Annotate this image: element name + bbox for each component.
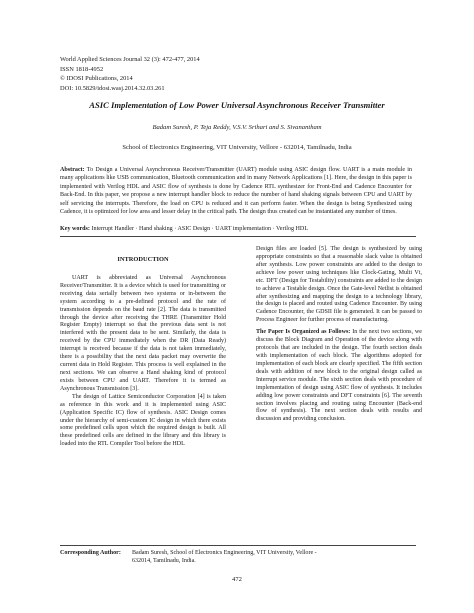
issn: ISSN 1818-4952 [60,65,104,73]
affiliation: School of Electronics Engineering, VIT University, Vellore - 632014, Tamilnadu, India [122,144,352,151]
section-divider [60,236,416,237]
keywords-label: Key words: [60,226,90,232]
page-number: 472 [232,576,242,583]
authors: Badam Suresh, P. Teja Reddy, V.S.V. Srihari and S. Sivanantham [152,124,322,131]
corresponding-author-text: Badam Suresh, School of Electronics Engineering, VIT University, Vellore - 632014, Tamilnadu, India. [132,550,317,564]
keywords [60,226,420,232]
corresponding-author-label: Corresponding Author: [60,550,121,556]
abstract-text: To Design a Universal Asynchronous Receiver/Transmitter (UART) module using ASIC design flow. UART is a main module in many applications like USB communication, Bluetooth communication and in many Network Applications [1]. Here, the design in this paper is implemented with Verilog HDL and ASIC flow of synthesis is done by Cadence RTL synthesizer for Front-End and Cadence Encounter for Back-End. In this paper, we propose a new interrupt handler block to reduce the number of hand shaking signals between CPU and UART by self servicing the interrupts. Therefore, the load on CPU is reduced and it can perform faster. When the design is being Synthesized using Cadence, it is optimized for low area and lesser delay in the critical path. The design thus created can be instantiated any number of times. [60,167,412,216]
doi: DOI: 10.5829/idosi.wasj.2014.32.03.261 [60,84,165,92]
paper-title: ASIC Implementation of Low Power Universal Asynchronous Receiver Transmitter [89,100,385,110]
intro-paragraph-1: UART is abbreviated as Universal Asynchronous Receiver/Transmitter. It is a device which is used for transmitting or receiving data serially between two systems or in-between the system according to a pre-defined protocol and the rate of transmission depends on the baud rate [2]. The data is transmitted through the device after receiving the THRE (Transmitter Hold Register Empty) interrupt so that the previous data sent is not interfered with the present data to be sent. Similarly, the data is received by the CPU immediately when the DR (Data Ready) interrupt is received because if the data is not taken immediately, there is a possibility that the next data packet may overwrite the current data in Hold Register. This process is well explained in the next sections. We can observe a Hand shaking kind of protocol exists between CPU and UART. Therefore it is termed as Asynchronous Transmission [3]. [60,274,226,392]
copyright: © IDOSI Publications, 2014 [60,75,133,83]
intro-paragraph-3: Design files are loaded [5]. The design is synthesized by using appropriate constraints so that a reasonable slack value is obtained after synthesis. Low power constraints are added to the design to achieve low power using techniques like Clock-Gating, Multi Vt, etc. DFT (Design for Testability) constraints are added to the design to achieve a Testable design. Once the Gate-level Netlist is obtained after synthesizing and mapping the design to a technology library, the design is placed and routed using Cadence Encounter. By using Cadence Encounter, the GDSII file is generated. It can be passed to Process Engineer for further process of manufacturing. [256,246,422,324]
right-column [256,246,422,424]
journal-citation: World Applied Sciences Journal 32 (3): 472-477, 2014 [60,56,200,63]
left-column [60,256,226,449]
intro-paragraph-2: The design of Lattice Semiconductor Corporation [4] is taken as reference in this work and it is implemented using ASIC (Application Specific IC) flow of synthesis. ASIC Design comes under the hierarchy of semi-custom IC design in which there exists some predefined cells upon which the required design is built. All these predefined cells are defined in the library and this library is loaded into the RTL Compiler Tool before the HDL [60,393,226,448]
intro-paragraph-4 [256,329,422,424]
abstract-label: Abstract: [60,167,85,173]
keywords-text: Interrupt Handler · Hand shaking · ASIC Design · UART implementation · Verilog HDL [89,226,309,232]
journal-header [60,55,200,93]
footnote-divider [60,545,416,546]
organization-label: The Paper Is Organized as Follows: [256,329,351,336]
abstract [60,166,412,217]
introduction-heading: INTRODUCTION [117,256,169,263]
organization-text: In the next two sections, we discuss the Block Diagram and Operation of the device along with protocols that are included in the design. The fourth section deals with implementation of each block. The algorithms adopted for implementation of each block are clearly specified. The fifth section deals with addition of new block to the original design called as Interrupt service module. The sixth section deals with procedure of implementation of design using ASIC flow of synthesis. It includes adding low power constraints and DFT constraints [6]. The seventh section involves placing and routing using Encounter (Back-end flow of synthesis). The next section deals with results and discussion and providing conclusion. [256,329,422,423]
